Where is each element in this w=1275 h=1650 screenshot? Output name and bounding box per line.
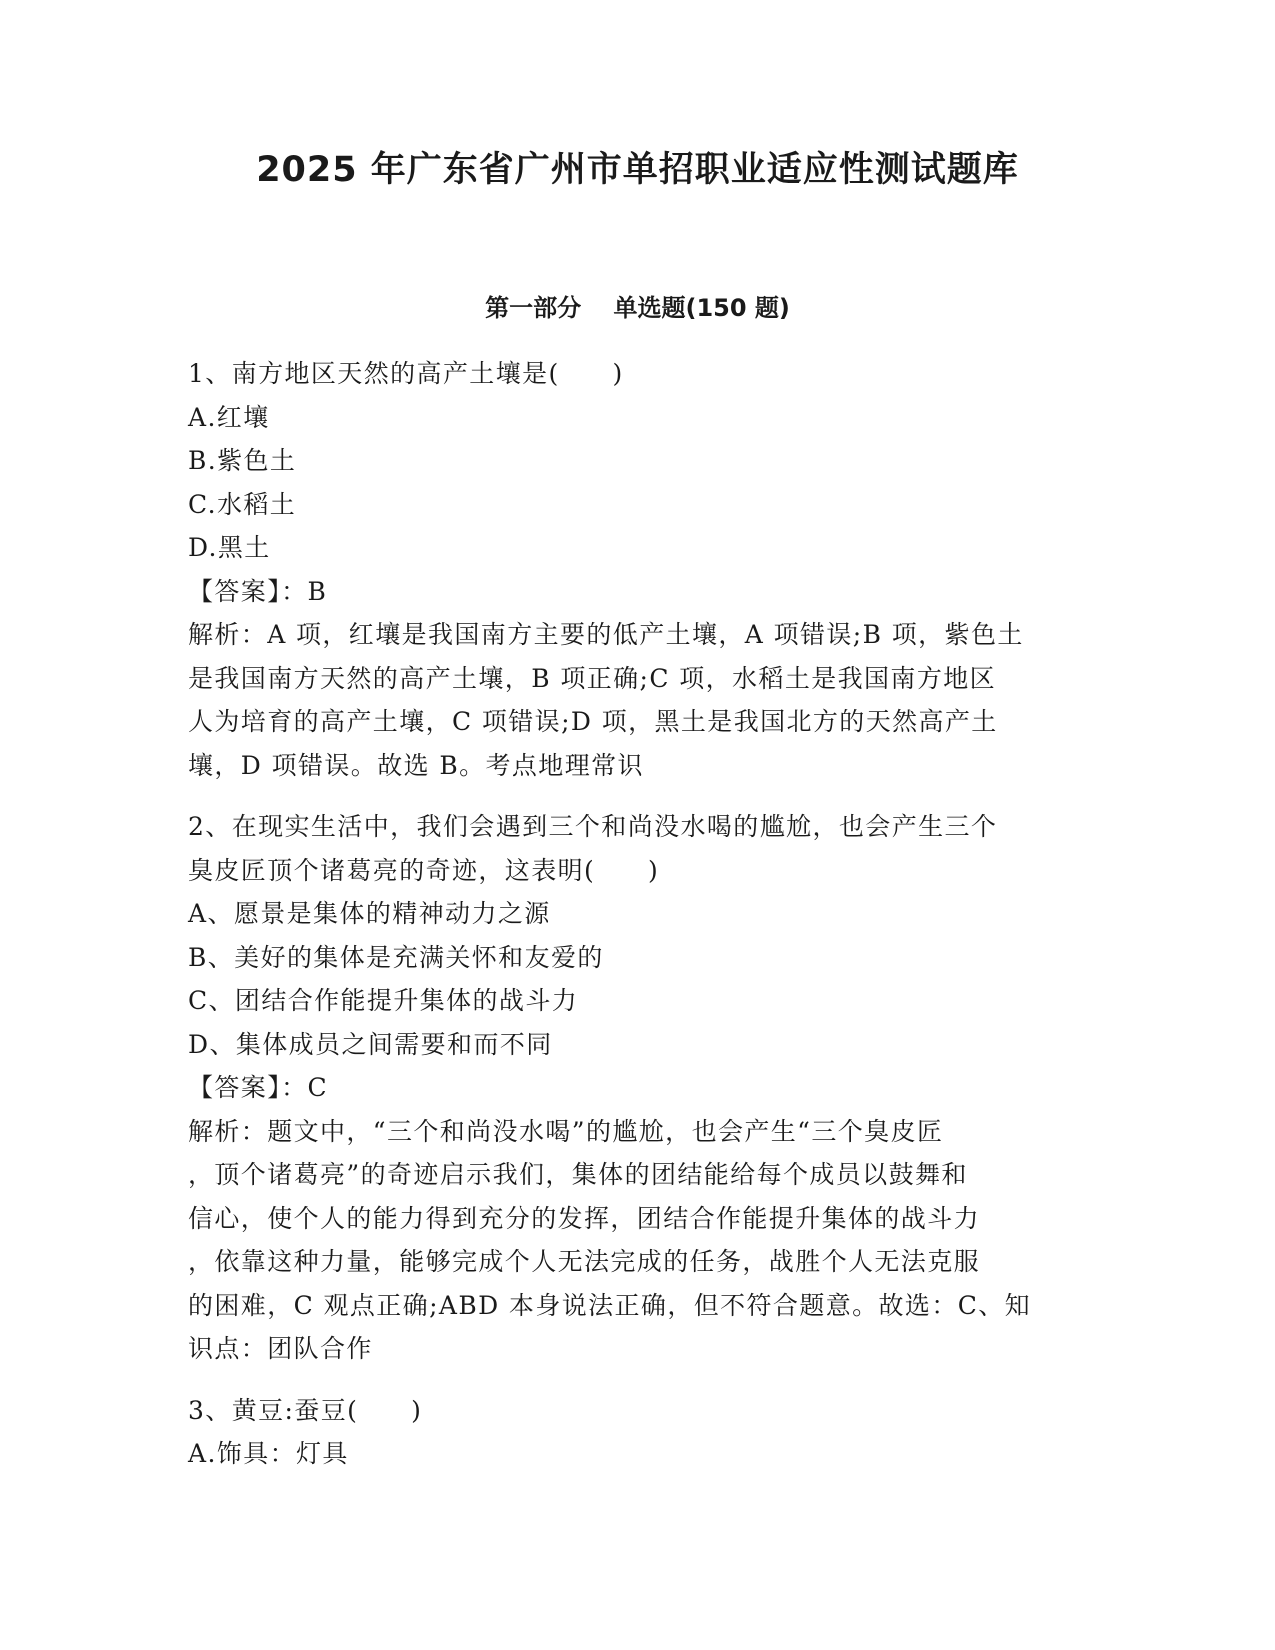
option-b: B.紫色土 [188, 446, 297, 475]
answer-label: 【答案】：B [188, 576, 328, 606]
question-stem: 2、在现实生活中，我们会遇到三个和尚没水喝的尴尬，也会产生三个 [188, 812, 998, 841]
option-a: A、愿景是集体的精神动力之源 [188, 899, 551, 928]
question-list [188, 352, 1088, 1494]
option-c: C、团结合作能提升集体的战斗力 [188, 986, 579, 1015]
section-title: 第一部分 单选题(150 题) [485, 294, 790, 322]
option-d: D.黑土 [188, 533, 271, 562]
option-a: A.饰具：灯具 [188, 1439, 349, 1468]
analysis-line: 信心，使个人的能力得到充分的发挥，团结合作能提升集体的战斗力 [188, 1203, 981, 1233]
question-stem: 1、南方地区天然的高产土壤是( ) [188, 359, 624, 388]
option-b: B、美好的集体是充满关怀和友爱的 [188, 942, 604, 972]
answer-label: 【答案】：C [188, 1073, 329, 1102]
question-stem: 臭皮匠顶个诸葛亮的奇迹，这表明( ) [188, 855, 660, 885]
analysis-line: ，依靠这种力量，能够完成个人无法完成的任务，战胜个人无法克服 [188, 1247, 981, 1276]
option-a: A.红壤 [188, 402, 270, 432]
analysis-line: ，顶个诸葛亮”的奇迹启示我们，集体的团结能给每个成员以鼓舞和 [188, 1160, 968, 1189]
analysis-line: 壤，D 项错误。故选 B。考点地理常识 [188, 750, 644, 780]
option-d: D、集体成员之间需要和而不同 [188, 1029, 553, 1059]
analysis-line: 解析：题文中，“三个和尚没水喝”的尴尬，也会产生“三个臭皮匠 [188, 1116, 944, 1146]
document-title: 2025 年广东省广州市单招职业适应性测试题库 [256, 150, 1019, 190]
analysis-line: 解析：A 项，红壤是我国南方主要的低产土壤，A 项错误;B 项，紫色土 [188, 620, 1024, 649]
analysis-line: 识点：团队合作 [188, 1334, 373, 1363]
question-2 [188, 805, 1088, 1371]
question-1 [188, 352, 1088, 787]
option-c: C.水稻土 [188, 489, 297, 519]
analysis-line: 人为培育的高产土壤，C 项错误;D 项，黑土是我国北方的天然高产土 [188, 707, 998, 736]
analysis-line: 的困难，C 观点正确;ABD 本身说法正确，但不符合题意。故选：C、知 [188, 1290, 1032, 1320]
question-3 [188, 1389, 1088, 1476]
question-stem: 3、黄豆:蚕豆( ) [188, 1395, 423, 1425]
analysis-line: 是我国南方天然的高产土壤，B 项正确;C 项，水稻土是我国南方地区 [188, 663, 997, 693]
